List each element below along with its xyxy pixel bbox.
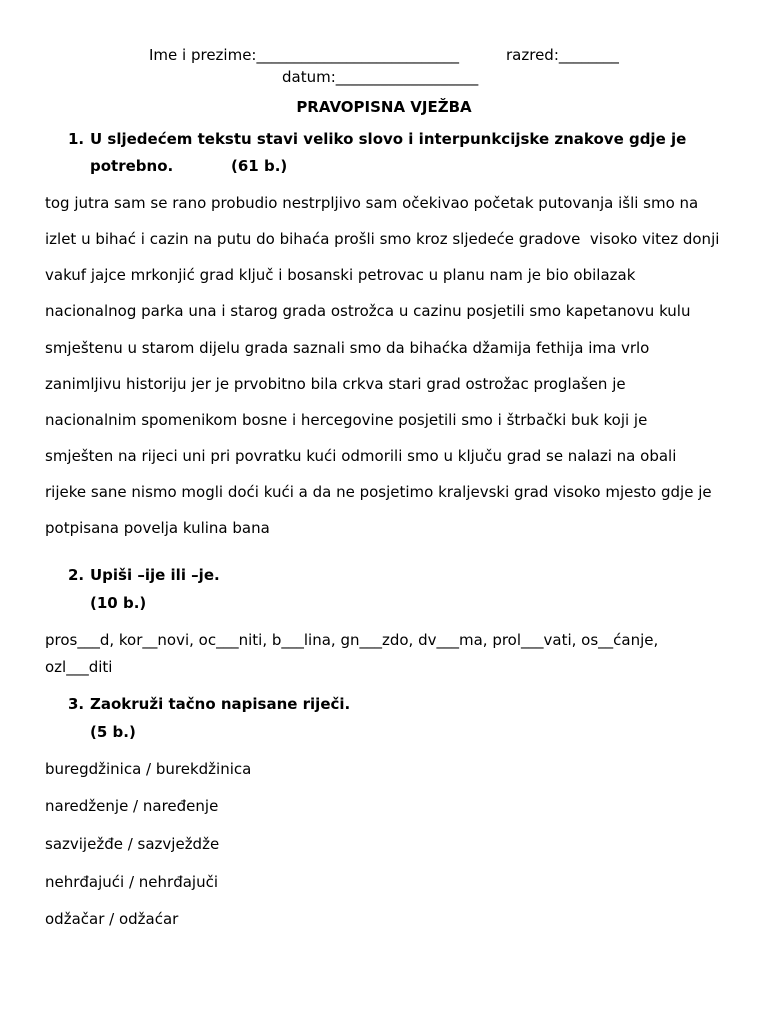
task3-option: buregdžinica / burekdžinica — [45, 760, 252, 778]
class-field-label: razred:________ — [506, 46, 619, 64]
task1-instruction-line2: potrebno. — [90, 157, 174, 175]
task3-points: (5 b.) — [90, 723, 136, 741]
task1-text-line: nacionalnim spomenikom bosne i hercegovine posjetili smo i štrbački buk koji je — [45, 411, 648, 429]
task1-text-line: tog jutra sam se rano probudio nestrpljivo sam očekivao početak putovanja išli smo na — [45, 194, 699, 212]
task3-instruction: Zaokruži tačno napisane riječi. — [90, 695, 351, 713]
task3-option: nehrđajući / nehrđajuči — [45, 873, 219, 891]
task1-text-line: smješten na rijeci uni pri povratku kući odmorili smo u ključu grad se nalazi na obali — [45, 447, 677, 465]
task1-number: 1. — [68, 130, 85, 148]
task3-option: sazviježđe / sazvježdže — [45, 835, 220, 853]
task2-text-line: pros___d, kor__novi, oc___niti, b___lina, gn___zdo, dv___ma, prol___vati, os__ćanje, — [45, 631, 659, 649]
task3-option: naredženje / naređenje — [45, 797, 219, 815]
task1-text-line: vakuf jajce mrkonjić grad ključ i bosanski petrovac u planu nam je bio obilazak — [45, 266, 636, 284]
task2-points: (10 b.) — [90, 594, 147, 612]
task3-number: 3. — [68, 695, 85, 713]
name-field-label: Ime i prezime:___________________________ — [149, 46, 459, 64]
task1-text-line: nacionalnog parka una i starog grada ostrožca u cazinu posjetili smo kapetanovu kulu — [45, 302, 691, 320]
date-field-label: datum:___________________ — [282, 68, 479, 86]
task1-text-line: izlet u bihać i cazin na putu do bihaća prošli smo kroz sljedeće gradove visoko vitez donji — [45, 230, 720, 248]
page-title: PRAVOPISNA VJEŽBA — [296, 98, 472, 116]
task1-text-line: potpisana povelja kulina bana — [45, 519, 270, 537]
task1-points: (61 b.) — [231, 157, 288, 175]
task2-text-line: ozl___diti — [45, 658, 113, 676]
task1-text-line: smještenu u starom dijelu grada saznali smo da bihaćka džamija fethija ima vrlo — [45, 339, 650, 357]
task1-text-line: zanimljivu historiju jer je prvobitno bila crkva stari grad ostrožac proglašen je — [45, 375, 626, 393]
task3-option: odžačar / odžaćar — [45, 910, 179, 928]
task2-number: 2. — [68, 566, 85, 584]
task1-text-line: rijeke sane nismo mogli doći kući a da ne posjetimo kraljevski grad visoko mjesto gdje je — [45, 483, 712, 501]
task1-instruction-line1: U sljedećem tekstu stavi veliko slovo i interpunkcijske znakove gdje je — [90, 130, 687, 148]
task2-instruction: Upiši –ije ili –je. — [90, 566, 220, 584]
